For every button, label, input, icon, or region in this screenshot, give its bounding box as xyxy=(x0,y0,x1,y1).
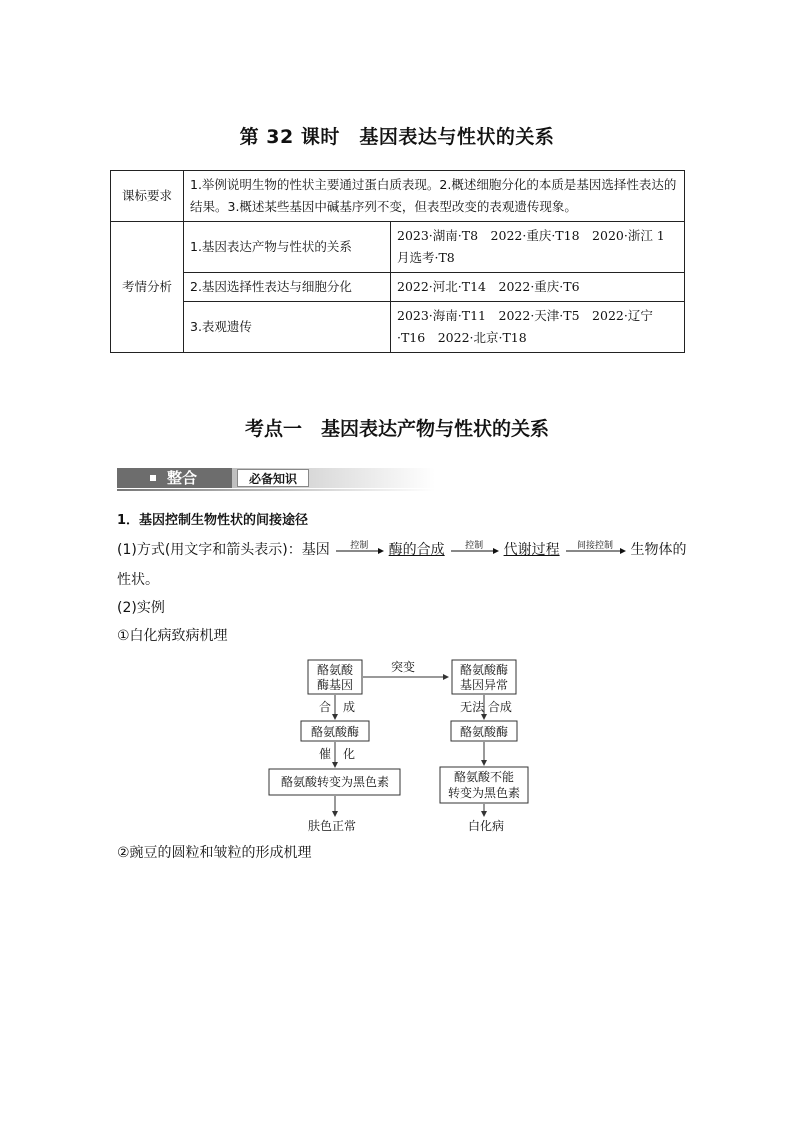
exam-cell: 2022·河北·T14 2022·重庆·T6 xyxy=(391,273,685,302)
pathway-prefix: (1)方式(用文字和箭头表示)：基因 xyxy=(117,542,330,558)
abnormal-gene-line1: 酪氨酸酶 xyxy=(459,663,509,677)
pathway-line xyxy=(117,540,686,560)
pathway-tail: 性状。 xyxy=(117,572,159,588)
banner-main-label: 整合 xyxy=(167,469,198,487)
section-title: 考点一 基因表达产物与性状的关系 xyxy=(244,418,549,440)
gene-box-line2: 酶基因 xyxy=(316,678,354,692)
table-row xyxy=(111,273,685,302)
table-row xyxy=(111,302,685,353)
catalysis-label: 催 化 xyxy=(318,747,356,761)
square-bullet-icon xyxy=(150,475,156,481)
topic-cell: 3.表观遗传 xyxy=(184,302,391,353)
pathway-step-metabolism: 代谢过程 xyxy=(503,542,560,558)
no-synthesis-label: 无法 合成 xyxy=(460,700,512,714)
analysis-label: 考情分析 xyxy=(111,222,184,353)
table-row xyxy=(111,171,685,222)
control-arrow-icon: 控制 xyxy=(449,540,499,560)
banner-underline xyxy=(117,489,435,491)
page-title: 第 32 课时 基因表达与性状的关系 xyxy=(239,126,555,148)
gene-box-line1: 酪氨酸 xyxy=(316,663,354,677)
normal-skin-result: 肤色正常 xyxy=(307,819,357,833)
control-arrow-icon: 控制 xyxy=(334,540,384,560)
no-melanin-line1: 酪氨酸不能 xyxy=(453,770,515,784)
exam-cell: 2023·湖南·T8 2022·重庆·T18 2020·浙江 1 月选考·T8 xyxy=(391,222,685,273)
enzyme-box-text: 酪氨酸酶 xyxy=(310,725,360,739)
no-melanin-line2: 转变为黑色素 xyxy=(447,786,521,800)
indirect-control-arrow-icon: 间接控制 xyxy=(564,540,626,560)
section-banner xyxy=(117,468,435,492)
banner-sub-label: 必备知识 xyxy=(237,469,309,487)
exam-cell: 2023·海南·T11 2022·天津·T5 2022·辽宁·T16 2022·北京·T18 xyxy=(391,302,685,353)
enzyme-box-right-text: 酪氨酸酶 xyxy=(459,725,509,739)
pea-mechanism-title: ②豌豆的圆粒和皱粒的形成机理 xyxy=(117,845,312,861)
curriculum-text: 1.举例说明生物的性状主要通过蛋白质表现。2.概述细胞分化的本质是基因选择性表达的结果。3.概述某些基因中碱基序列不变，但表型改变的表观遗传现象。 xyxy=(184,171,685,222)
synthesis-label: 合 成 xyxy=(318,700,356,714)
abnormal-gene-line2: 基因异常 xyxy=(459,678,509,692)
curriculum-label: 课标要求 xyxy=(111,171,184,222)
albinism-mechanism-diagram xyxy=(240,655,540,835)
topic-cell: 2.基因选择性表达与细胞分化 xyxy=(184,273,391,302)
pathway-step-enzyme: 酶的合成 xyxy=(388,542,445,558)
example-title: (2)实例 xyxy=(117,600,165,616)
topic-cell: 1.基因表达产物与性状的关系 xyxy=(184,222,391,273)
mutation-label: 突变 xyxy=(390,660,416,674)
albinism-title: ①白化病致病机理 xyxy=(117,628,228,644)
table-row xyxy=(111,222,685,273)
melanin-box-text: 酪氨酸转变为黑色素 xyxy=(280,775,390,789)
heading-indirect-pathway: 1．基因控制生物性状的间接途径 xyxy=(117,513,309,528)
pathway-suffix: 生物体的 xyxy=(630,542,687,558)
albinism-result: 白化病 xyxy=(467,819,505,833)
requirements-table xyxy=(110,170,685,353)
